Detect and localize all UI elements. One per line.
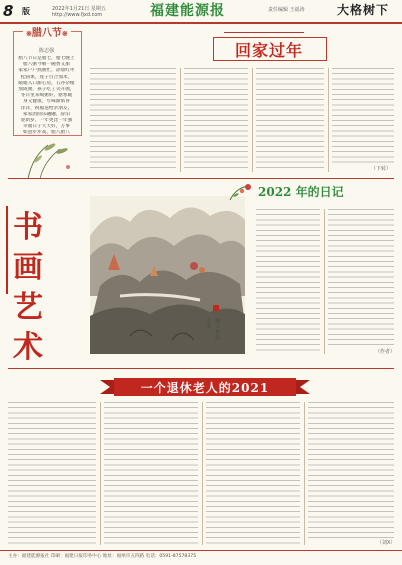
footer-info: 主办：福建能源报社 印刷：福建日报印务中心 地址：福州市五四路 电话：0591-87578375 (8, 554, 197, 559)
calligraphy-art-label: 书画艺术 (13, 210, 43, 365)
home-essay-title: 回家过年 (234, 41, 303, 60)
column-divider (180, 68, 181, 172)
poem-line: 腊八粥今朝一碗香又甜 (23, 62, 70, 68)
home-essay-column-3 (256, 68, 324, 172)
painting-title: 山水 (205, 318, 211, 328)
column-divider (304, 402, 305, 545)
section-divider (8, 368, 394, 369)
essay-2022-title: 2022 年的日记 (258, 185, 344, 199)
feature-column-3 (206, 402, 300, 545)
laba-title (23, 24, 71, 39)
website-url[interactable]: http://www.fjxd.com (52, 12, 103, 18)
home-essay-column-1 (90, 68, 176, 172)
feature-column-1 (8, 402, 96, 545)
poem-line: 如意步步高，腊八腊八 (23, 130, 70, 136)
column-divider (324, 209, 325, 354)
essay-2022-column-2 (328, 209, 394, 347)
poem-line: 腊八节日是腊七，腊七晚上 (18, 56, 75, 61)
issue-date: 2022年1月21日 星期五 (52, 6, 106, 12)
laba-poem (14, 56, 79, 137)
footer-rule (0, 550, 402, 551)
decoration-glyph: ※ (26, 29, 32, 38)
laba-title-text: 腊八节 (31, 28, 62, 39)
home-essay-column-2 (184, 68, 248, 172)
feature-title: 一个退休老人的2021 (140, 381, 270, 395)
poem-line: 家家团圆乐融融，辞旧 (23, 111, 70, 117)
section-name: 大格树下 (337, 3, 390, 17)
editor-line: 责任编辑 王福涛 (268, 7, 305, 13)
poem-line: 熬成粥，孩子吃了笑开颜， (18, 87, 75, 93)
poem-line: 幸福日子天天好，万事 (23, 124, 70, 130)
poem-line: 冬日里来喝粥好，驱寒暖 (20, 93, 73, 99)
feature-ending: （刘X） (377, 540, 396, 546)
essay-2022-column-1 (256, 209, 320, 354)
ink-painting (90, 196, 245, 354)
column-divider (100, 402, 101, 545)
newspaper-logo: 福建能源报 (150, 3, 225, 19)
essay-2022-ending: （作者） (375, 349, 396, 355)
poem-author: 陈志强 (38, 48, 54, 54)
poem-line: 暖暖入口甜心房，五谷杂粮 (18, 80, 75, 86)
home-essay-ending: （下转） (371, 166, 392, 172)
banner-top-rule (224, 32, 304, 33)
home-essay-column-4 (332, 68, 394, 164)
bamboo-illustration (18, 137, 78, 179)
decoration-glyph: ※ (61, 29, 68, 38)
painting-artist: 柯王 作品 (214, 318, 220, 340)
page-number-suffix: 版 (22, 6, 30, 16)
flower-icon (228, 182, 256, 202)
poem-line: 迎新岁，一年更比一年强 (20, 118, 73, 124)
feature-column-2 (104, 402, 198, 545)
feature-column-4 (308, 402, 394, 538)
poem-line: 家家户户熬粥忙，添加红枣 (18, 68, 75, 74)
poem-line: 洋洋，祝福送给亲朋友， (20, 105, 73, 111)
column-divider (328, 68, 329, 172)
poem-line: 桂圆果，莲子百合加米， (20, 74, 73, 80)
page-number: 8 (3, 2, 14, 20)
section-divider (8, 178, 394, 179)
poem-line: 身又健康，年味渐浓喜 (23, 99, 70, 105)
red-seal-stamp (213, 305, 219, 311)
column-divider (252, 68, 253, 172)
column-divider (202, 402, 203, 545)
